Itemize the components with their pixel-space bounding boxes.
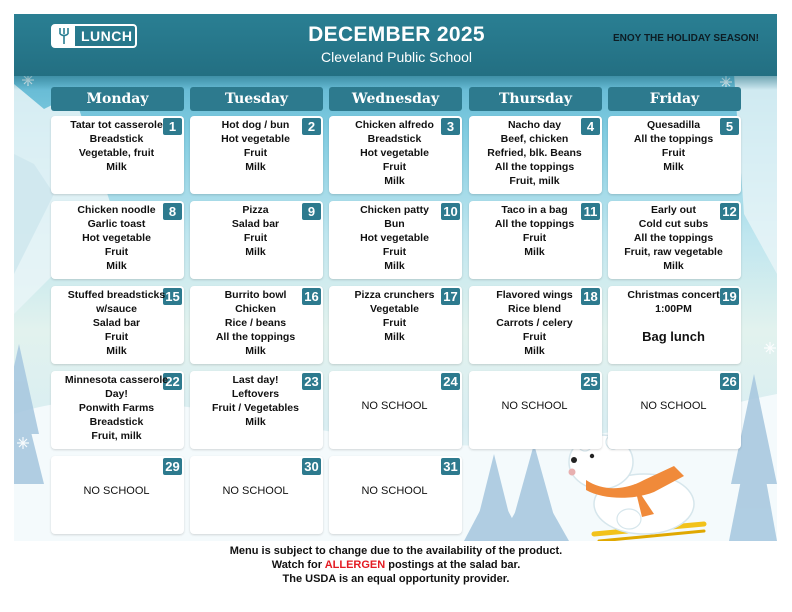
calendar-day-cell (608, 371, 741, 449)
menu-items (51, 288, 182, 358)
calendar-day-cell (51, 116, 184, 194)
menu-item: Fruit (243, 147, 268, 159)
menu-item: Hot vegetable (221, 133, 290, 145)
menu-items (51, 373, 182, 443)
date-number-badge: 17 (441, 288, 460, 305)
footer-allergen-after: postings at the salad bar. (385, 559, 521, 571)
menu-item: NO SCHOOL (501, 400, 568, 412)
menu-item: Hot vegetable (82, 232, 151, 244)
calendar-day-cell (608, 201, 741, 279)
menu-item: Ponwith Farms (78, 402, 155, 414)
menu-item: Last day! (232, 374, 279, 386)
page-title: DECEMBER 2025 (308, 23, 485, 46)
menu-item: NO SCHOOL (361, 485, 428, 497)
calendar-day-cell (190, 201, 323, 279)
menu-item: Fruit (104, 246, 129, 258)
menu-items (190, 118, 321, 174)
menu-items (608, 288, 739, 316)
menu-item: Day! (105, 388, 128, 400)
menu-items (51, 118, 182, 174)
calendar-day-cell (51, 456, 184, 534)
menu-item: Hot dog / bun (221, 119, 290, 131)
day-header-tuesday: Tuesday (190, 87, 323, 111)
holiday-message: ENOY THE HOLIDAY SEASON! (613, 33, 759, 44)
school-name: Cleveland Public School (321, 49, 472, 65)
menu-item: Hot vegetable (360, 147, 429, 159)
footer-line-usda: The USDA is an equal opportunity provider. (282, 573, 510, 585)
menu-item: Chicken (235, 303, 276, 315)
lunch-logo (51, 24, 137, 48)
menu-items (469, 288, 600, 358)
menu-item: Fruit (661, 147, 686, 159)
menu-item: Carrots / celery (496, 317, 573, 329)
menu-item: Milk (245, 416, 266, 428)
date-number-badge: 12 (720, 203, 739, 220)
date-number-badge: 8 (163, 203, 182, 220)
calendar-day-cell (329, 201, 462, 279)
footer-line-allergen (0, 558, 792, 572)
menu-item: NO SCHOOL (640, 400, 707, 412)
menu-item: Breadstick (89, 133, 144, 145)
menu-item: Beef, chicken (500, 133, 569, 145)
no-school-label (329, 484, 460, 498)
date-number-badge: 2 (302, 118, 321, 135)
date-number-badge: 3 (441, 118, 460, 135)
menu-item: Fruit (522, 331, 547, 343)
no-school-label (329, 399, 460, 413)
date-number-badge: 1 (163, 118, 182, 135)
menu-items (51, 203, 182, 273)
menu-item: Milk (245, 161, 266, 173)
calendar-day-cell (608, 286, 741, 364)
menu-item: Tatar tot casserole (70, 119, 163, 131)
menu-item: Milk (663, 161, 684, 173)
menu-item: Quesadilla (646, 119, 701, 131)
menu-item: All the toppings (215, 331, 296, 343)
date-number-badge: 30 (302, 458, 321, 475)
menu-item: Milk (384, 175, 405, 187)
menu-item: Milk (106, 260, 127, 272)
menu-item: Fruit (382, 246, 407, 258)
day-header-monday: Monday (51, 87, 184, 111)
date-number-badge: 15 (163, 288, 182, 305)
date-number-badge: 9 (302, 203, 321, 220)
no-school-label (51, 484, 182, 498)
footer-line-change-notice: Menu is subject to change due to the availability of the product. (229, 545, 563, 557)
menu-item: Chicken alfredo (355, 119, 434, 131)
no-school-label (608, 399, 739, 413)
menu-item: Stuffed breadsticks (67, 289, 166, 301)
date-number-badge: 22 (163, 373, 182, 390)
menu-item: All the toppings (633, 133, 714, 145)
menu-item: Minnesota casserole (64, 374, 169, 386)
menu-items (329, 288, 460, 344)
menu-item: Salad bar (92, 317, 141, 329)
menu-item: Milk (245, 345, 266, 357)
day-header-wednesday: Wednesday (329, 87, 462, 111)
calendar-day-cell (329, 116, 462, 194)
date-number-badge: 26 (720, 373, 739, 390)
menu-item: Rice / beans (224, 317, 287, 329)
calendar-day-cell (190, 371, 323, 449)
menu-item: Fruit (243, 232, 268, 244)
calendar-day-cell (190, 286, 323, 364)
menu-item: Vegetable, fruit (78, 147, 155, 159)
date-number-badge: 4 (581, 118, 600, 135)
allergen-highlight: ALLERGEN (324, 559, 386, 571)
menu-item: Garlic toast (87, 218, 146, 230)
calendar-day-cell (469, 116, 602, 194)
menu-item: Pizza (242, 204, 269, 216)
menu-item: All the toppings (633, 232, 714, 244)
date-number-badge: 16 (302, 288, 321, 305)
menu-item: NO SCHOOL (222, 485, 289, 497)
menu-item: All the toppings (494, 218, 575, 230)
menu-item: Chicken noodle (77, 204, 156, 216)
menu-items (190, 373, 321, 429)
menu-item: Fruit, raw vegetable (624, 246, 723, 258)
footer-notes (0, 544, 792, 586)
menu-item: Fruit (104, 331, 129, 343)
date-number-badge: 31 (441, 458, 460, 475)
date-number-badge: 5 (720, 118, 739, 135)
menu-item: Hot vegetable (360, 232, 429, 244)
menu-item: Fruit, milk (509, 175, 560, 187)
calendar-day-cell (329, 456, 462, 534)
bag-lunch-note: Bag lunch (642, 329, 705, 344)
menu-item: Refried, blk. Beans (487, 147, 582, 159)
calendar-day-cell (51, 201, 184, 279)
date-number-badge: 24 (441, 373, 460, 390)
menu-item: Burrito bowl (224, 289, 287, 301)
calendar-day-cell (469, 286, 602, 364)
calendar-day-cell (329, 286, 462, 364)
menu-item: NO SCHOOL (361, 400, 428, 412)
menu-item: Fruit / Vegetables (212, 402, 299, 414)
menu-item: Rice blend (507, 303, 562, 315)
menu-item: Milk (524, 246, 545, 258)
date-number-badge: 18 (581, 288, 600, 305)
calendar-day-cell (51, 371, 184, 449)
menu-item: Milk (106, 161, 127, 173)
menu-items (469, 203, 600, 259)
menu-items (608, 203, 739, 273)
menu-item: Chicken patty (360, 204, 429, 216)
menu-item: Leftovers (231, 388, 280, 400)
menu-item: Pizza crunchers (354, 289, 435, 301)
no-school-label (190, 484, 321, 498)
menu-item: Early out (651, 204, 696, 216)
menu-item: Vegetable (369, 303, 420, 315)
menu-item: Salad bar (231, 218, 280, 230)
menu-item: Flavored wings (496, 289, 573, 301)
menu-items (190, 203, 321, 259)
menu-items (608, 118, 739, 174)
menu-item: Milk (245, 246, 266, 258)
calendar-day-cell (469, 201, 602, 279)
menu-items (190, 288, 321, 358)
menu-item: Milk (384, 260, 405, 272)
logo-label: LUNCH (81, 28, 133, 44)
fork-icon (53, 26, 75, 46)
day-header-thursday: Thursday (469, 87, 602, 111)
date-number-badge: 23 (302, 373, 321, 390)
calendar-day-cell (190, 456, 323, 534)
menu-items (329, 203, 460, 273)
date-number-badge: 10 (441, 203, 460, 220)
menu-item: NO SCHOOL (83, 485, 150, 497)
menu-item: Cold cut subs (638, 218, 709, 230)
menu-item: Fruit (522, 232, 547, 244)
menu-item: Fruit (382, 161, 407, 173)
calendar-day-cell (190, 116, 323, 194)
menu-item: Breadstick (89, 416, 144, 428)
menu-item: Bun (384, 218, 405, 230)
menu-items (329, 118, 460, 188)
menu-item: Taco in a bag (501, 204, 568, 216)
menu-item: 1:00PM (655, 303, 692, 315)
calendar-day-cell (608, 116, 741, 194)
menu-item: Fruit, milk (91, 430, 142, 442)
menu-item: Christmas concert (627, 289, 720, 301)
menu-item: Milk (524, 345, 545, 357)
date-number-badge: 11 (581, 203, 600, 220)
calendar-canvas (14, 14, 777, 541)
date-number-badge: 19 (720, 288, 739, 305)
menu-item: Milk (663, 260, 684, 272)
calendar-day-cell (329, 371, 462, 449)
date-number-badge: 25 (581, 373, 600, 390)
menu-item: Milk (106, 345, 127, 357)
menu-item: Fruit (382, 317, 407, 329)
calendar-day-cell (469, 371, 602, 449)
date-number-badge: 29 (163, 458, 182, 475)
menu-item: Milk (384, 331, 405, 343)
no-school-label (469, 399, 600, 413)
footer-allergen-before: Watch for (271, 559, 325, 571)
menu-items (469, 118, 600, 188)
menu-item: w/sauce (96, 303, 137, 315)
menu-item: All the toppings (494, 161, 575, 173)
menu-item: Nacho day (507, 119, 562, 131)
day-header-friday: Friday (608, 87, 741, 111)
menu-item: Breadstick (367, 133, 422, 145)
calendar-day-cell (51, 286, 184, 364)
